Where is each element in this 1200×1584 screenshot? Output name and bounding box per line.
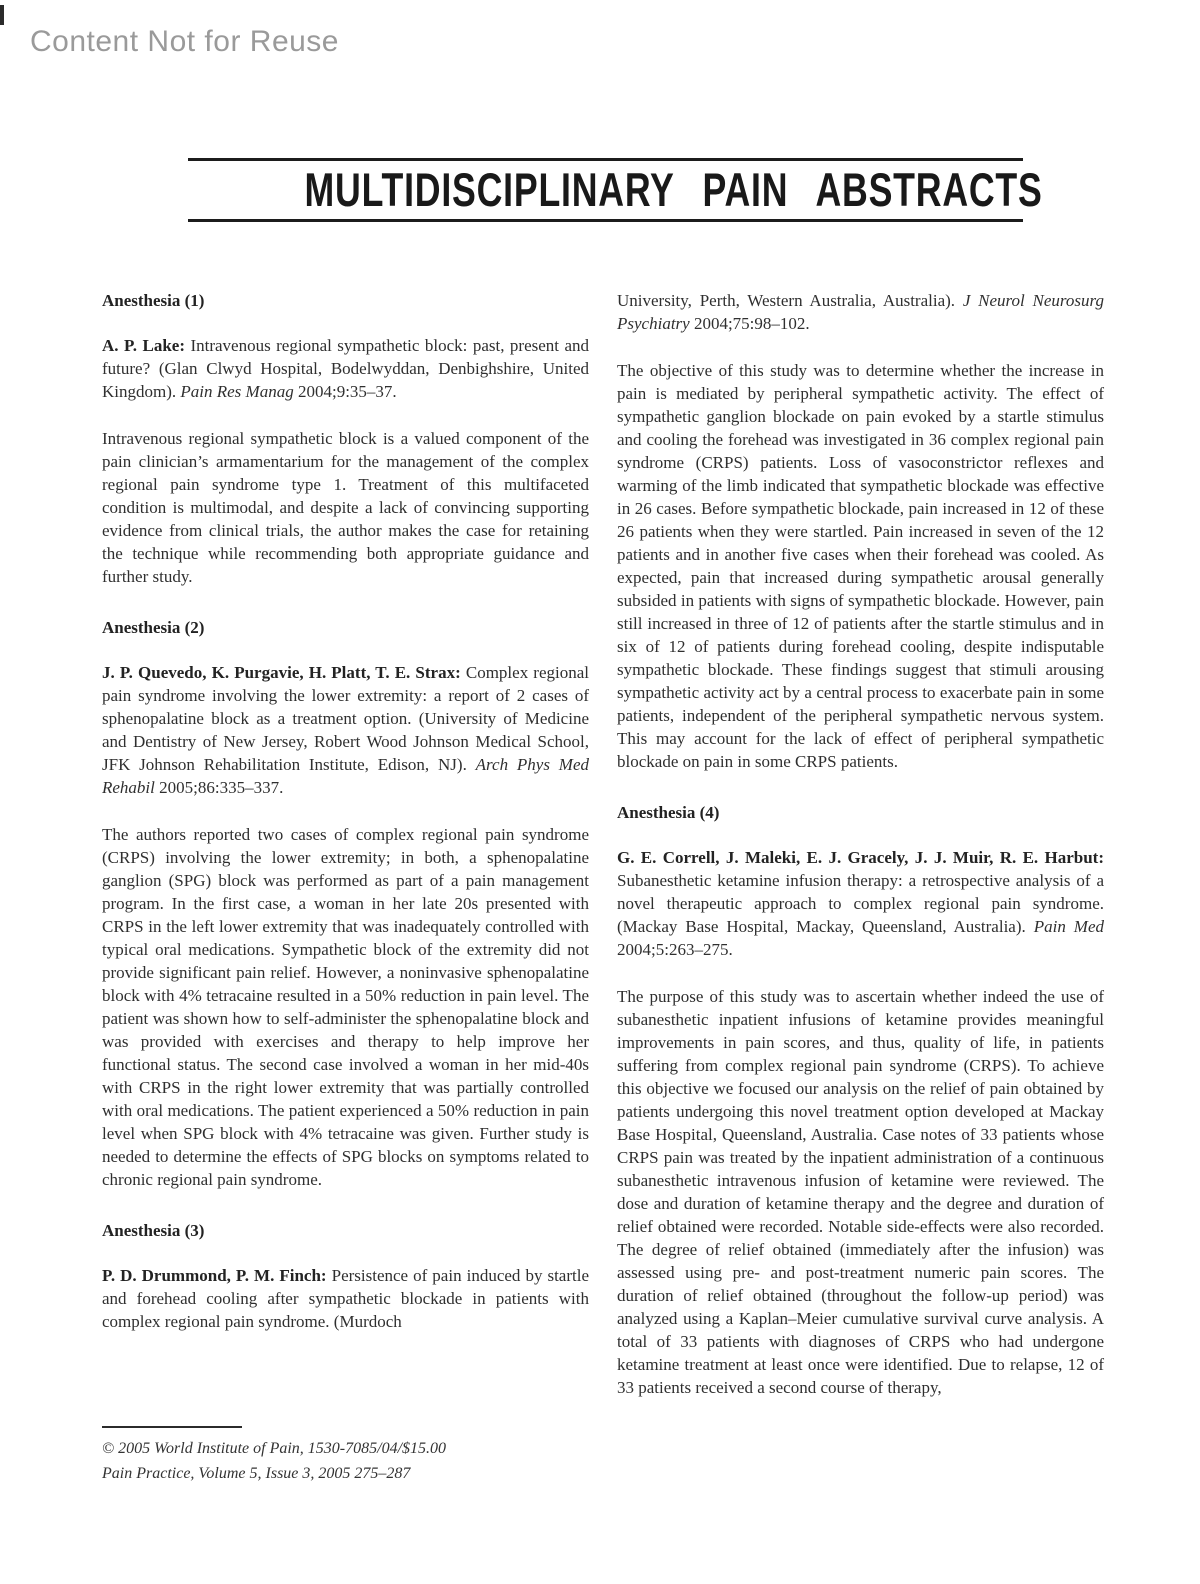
section-heading-anesthesia-1: Anesthesia (1) — [102, 291, 205, 310]
citation-authors: G. E. Correll, J. Maleki, E. J. Gracely, J. J. Muir, R. E. Harbut: — [617, 848, 1104, 867]
citation-title: Subanesthetic ketamine infusion therapy: a retrospective analysis of a novel therapeutic approach to complex regional pain syndrome. (Mackay Base Hospital, Mackay, Queensland, Australia). — [617, 871, 1104, 936]
citation-ref: 2004;75:98–102. — [689, 314, 810, 333]
citation-title: Complex regional pain syndrome involving the lower extremity: a report of 2 cases of sphenopalatine block as a treatment option. (University of Medicine and Dentistry of New Jersey, Robert Wood Johnson Medical School, JFK Johnson Rehabilitation Institute, Edison, NJ). — [102, 663, 589, 774]
right-column — [617, 289, 1104, 1399]
citation-continuation-anesthesia-3 — [617, 289, 1104, 335]
footer — [102, 1426, 589, 1486]
section-heading-anesthesia-2: Anesthesia (2) — [102, 618, 205, 637]
citation-continuation-text: University, Perth, Western Australia, Australia). — [617, 291, 963, 310]
journal-volume-line: Pain Practice, Volume 5, Issue 3, 2005 275–287 — [102, 1465, 411, 1482]
citation-ref: 2005;86:335–337. — [154, 778, 284, 797]
citation-paragraph-anesthesia-1 — [102, 334, 589, 403]
citation-title: Intravenous regional sympathetic block: past, present and future? (Glan Clwyd Hospital, Bodelwyddan, Denbighshire, United Kingdom). — [102, 336, 589, 401]
citation-authors: P. D. Drummond, P. M. Finch: — [102, 1266, 327, 1285]
left-column — [102, 289, 589, 1333]
page-title — [188, 163, 1043, 217]
masthead — [188, 158, 1043, 222]
citation-journal: Pain Res Manag — [180, 382, 294, 401]
page-title-text: MULTIDISCIPLINARY PAIN ABSTRACTS — [304, 163, 1043, 216]
section-heading-anesthesia-4: Anesthesia (4) — [617, 803, 720, 822]
citation-paragraph-anesthesia-4 — [617, 846, 1104, 961]
citation-authors: J. P. Quevedo, K. Purgavie, H. Platt, T. E. Strax: — [102, 663, 461, 682]
masthead-rule-top — [188, 158, 1023, 161]
citation-authors: A. P. Lake: — [102, 336, 185, 355]
abstract-paragraph-anesthesia-1: Intravenous regional sympathetic block is a valued component of the pain clinician’s armamentarium for the management of the complex regional pain syndrome type 1. Treatment of this multifaceted condition is multimodal, and despite a lack of convincing supporting evidence from clinical trials, the author makes the case for retaining the technique while recommending both appropriate guidance and further study. — [102, 429, 589, 586]
citation-journal: Pain Med — [1033, 917, 1104, 936]
citation-journal: Arch Phys Med Rehabil — [102, 755, 589, 797]
scan-edge-artifact — [0, 5, 4, 25]
abstract-paragraph-anesthesia-2: The authors reported two cases of complex regional pain syndrome (CRPS) involving the lower extremity; in both, a sphenopalatine ganglion (SPG) block was performed as part of a pain management program. In the first case, a woman in her late 20s presented with CRPS in the left lower extremity that was inadequately controlled with typical oral medications. Sympathetic block of the extremity did not provide significant pain relief. However, a noninvasive sphenopalatine block with 4% tetracaine resulted in a 50% reduction in pain level. The patient was shown how to self-administer the sphenopalatine block and was provided with exercises and therapy to help improve her functional status. The second case involved a woman in her mid-40s with CRPS in the right lower extremity that was partially controlled with oral medications. The patient experienced a 50% reduction in pain level when SPG block with 4% tetracaine was given. Further study is needed to determine the effects of SPG blocks on symptoms related to chronic regional pain syndrome. — [102, 825, 589, 1189]
watermark-text: Content Not for Reuse — [30, 25, 339, 58]
footer-rule — [102, 1426, 242, 1428]
masthead-rule-bottom — [188, 219, 1023, 222]
section-heading-anesthesia-3: Anesthesia (3) — [102, 1221, 205, 1240]
citation-ref: 2004;9:35–37. — [293, 382, 397, 401]
citation-journal: J Neurol Neurosurg Psychiatry — [617, 291, 1104, 333]
copyright-line: © 2005 World Institute of Pain, 1530-7085/04/$15.00 — [102, 1440, 447, 1457]
citation-paragraph-anesthesia-3 — [102, 1264, 589, 1333]
citation-title: Persistence of pain induced by startle and forehead cooling after sympathetic blockade in patients with complex regional pain syndrome. (Murdoch — [102, 1266, 590, 1331]
abstract-paragraph-anesthesia-4: The purpose of this study was to ascertain whether indeed the use of subanesthetic inpatient infusions of ketamine provides meaningful improvements in pain scores, and thus, quality of life, in patients suffering from complex regional pain syndrome (CRPS). To achieve this objective we focused our analysis on the relief of pain obtained by patients undergoing this novel treatment option developed at Mackay Base Hospital, Queensland, Australia. Case notes of 33 patients whose CRPS pain was treated by the inpatient administration of a continuous subanesthetic intravenous infusion of ketamine were reviewed. The dose and duration of ketamine therapy and the degree and duration of relief obtained were recorded. Notable side-effects were also recorded. The degree of relief obtained (immediately after the infusion) was assessed using pre- and post-treatment numeric pain scores. The duration of relief obtained (throughout the follow-up period) was analyzed using a Kaplan–Meier cumulative survival curve analysis. A total of 33 patients with diagnoses of CRPS who had undergone ketamine treatment at least once were identified. Due to relapse, 12 of 33 patients received a second course of therapy, — [617, 987, 1104, 1397]
citation-paragraph-anesthesia-2 — [102, 661, 589, 799]
citation-ref: 2004;5:263–275. — [617, 940, 733, 959]
abstract-paragraph-anesthesia-3: The objective of this study was to determine whether the increase in pain is mediated by peripheral sympathetic activity. The effect of sympathetic ganglion blockade on pain evoked by a startle stimulus and cooling the forehead was investigated in 36 complex regional pain syndrome (CRPS) patients. Loss of vasoconstrictor reflexes and warming of the limb indicated that sympathetic blockade was effective in 26 cases. Before sympathetic blockade, pain increased in 12 of these 26 patients when they were startled. Pain increased in seven of the 12 patients and in another five cases when their forehead was cooled. As expected, pain that increased during sympathetic arousal generally subsided in patients with signs of sympathetic blockade. However, pain still increased in three of 12 of patients after the startle stimulus and in six of 12 of patients during forehead cooling, despite indisputable sympathetic blockade. These findings suggest that stimuli arousing sympathetic activity act by a central process to exacerbate pain in some patients, independent of the peripheral sympathetic nervous system. This may account for the lack of effect of peripheral sympathetic blockade on pain in some CRPS patients. — [617, 361, 1104, 771]
